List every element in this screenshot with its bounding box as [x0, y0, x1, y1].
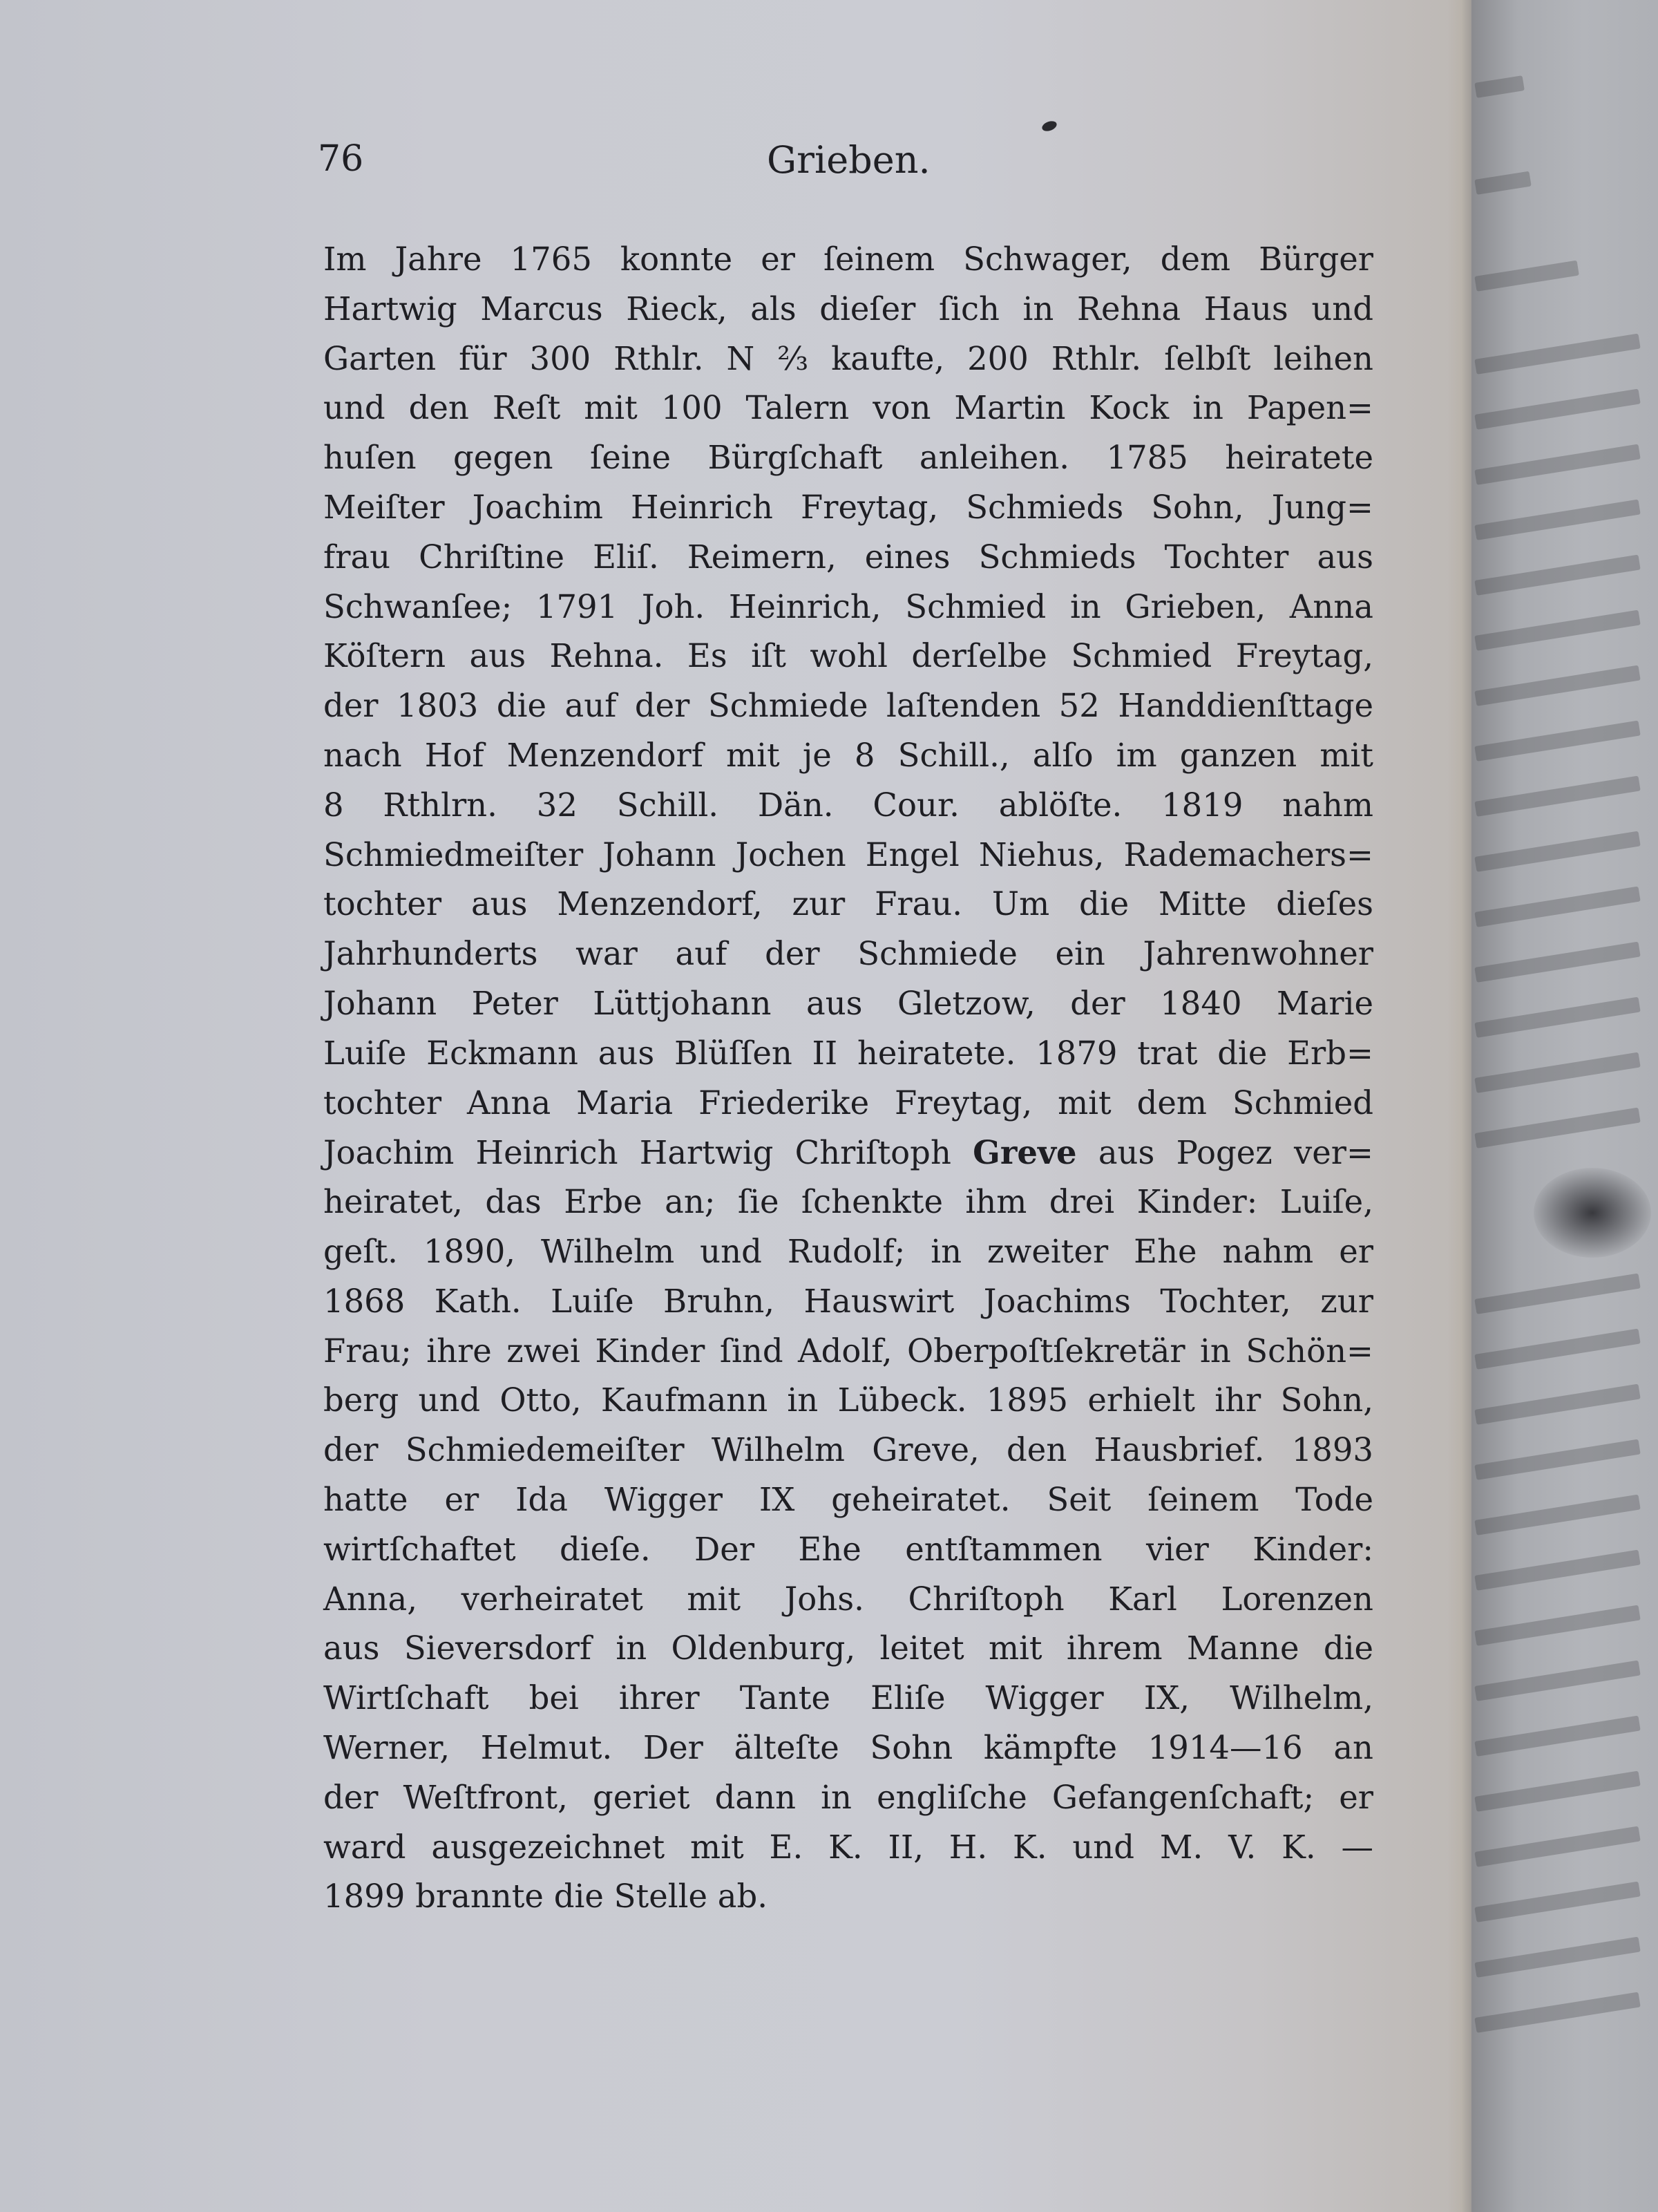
adjacent-text-ghost	[1474, 261, 1579, 292]
adjacent-text-ghost	[1474, 389, 1640, 430]
text-line: Garten für 300 Rthlr. N ⅔ kaufte, 200 Rthlr. ſelbſt leihen	[323, 339, 1373, 377]
text-line: Werner, Helmut. Der älteſte Sohn kämpfte 1914—16 an	[323, 1728, 1373, 1766]
adjacent-text-ghost	[1474, 334, 1640, 375]
emphasized-name: Greve	[973, 1133, 1077, 1172]
text-line: wirtſchaftet dieſe. Der Ehe entſtammen vier Kinder:	[323, 1530, 1373, 1568]
adjacent-text-ghost	[1474, 665, 1640, 706]
body-paragraph	[323, 235, 1373, 1922]
text-line: tochter Anna Maria Friederike Freytag, mit dem Schmied	[323, 1084, 1373, 1122]
text-line: Meiſter Joachim Heinrich Freytag, Schmieds Sohn, Jung=	[323, 488, 1373, 526]
adjacent-text-ghost	[1474, 1384, 1640, 1425]
text-line: Schmiedmeiſter Johann Jochen Engel Niehus, Rademachers=	[323, 835, 1373, 873]
text-line: der Weſtfront, geriet dann in engliſche Gefangenſchaft; er	[323, 1778, 1373, 1816]
adjacent-text-ghost	[1474, 721, 1640, 762]
adjacent-text-ghost	[1474, 1329, 1640, 1370]
adjacent-text-ghost	[1474, 1937, 1640, 1978]
text-line-segment: aus Pogez ver=	[1098, 1134, 1373, 1172]
adjacent-text-ghost	[1474, 887, 1640, 927]
adjacent-text-ghost	[1474, 997, 1640, 1038]
text-line: der Schmiedemeiſter Wilhelm Greve, den Hausbrief. 1893	[323, 1431, 1373, 1469]
adjacent-text-ghost	[1474, 1550, 1640, 1591]
adjacent-text-ghost	[1474, 1052, 1640, 1093]
adjacent-text-ghost	[1474, 1716, 1640, 1757]
adjacent-text-ghost	[1474, 75, 1525, 98]
text-line-segment: Joachim Heinrich Hartwig Chriſtoph	[323, 1134, 951, 1172]
text-line-greve	[323, 1128, 1373, 1178]
adjacent-text-ghost	[1474, 610, 1640, 651]
text-line: und den Reſt mit 100 Talern von Martin Kock in Papen=	[323, 389, 1373, 427]
text-line: Luiſe Eckmann aus Blüſſen II heiratete. 1879 trat die Erb=	[323, 1034, 1373, 1072]
adjacent-text-ghost	[1474, 1495, 1640, 1535]
running-title: Grieben.	[767, 138, 931, 182]
adjacent-text-ghost	[1474, 1882, 1640, 1922]
text-line: Anna, verheiratet mit Johs. Chriſtoph Karl Lorenzen	[323, 1580, 1373, 1618]
text-line: berg und Otto, Kaufmann in Lübeck. 1895 erhielt ihr Sohn,	[323, 1381, 1373, 1419]
adjacent-page-edge	[1471, 0, 1658, 2212]
text-line: huſen gegen ſeine Bürgſchaft anleihen. 1785 heiratete	[323, 439, 1373, 477]
adjacent-text-ghost	[1474, 1826, 1640, 1867]
adjacent-text-ghost	[1474, 171, 1531, 195]
text-line: Frau; ihre zwei Kinder ſind Adolf, Oberpoſtſekretär in Schön=	[323, 1332, 1373, 1370]
text-line: geſt. 1890, Wilhelm und Rudolf; in zweiter Ehe nahm er	[323, 1232, 1373, 1270]
text-line: Wirtſchaft bei ihrer Tante Eliſe Wigger IX, Wilhelm,	[323, 1679, 1373, 1717]
text-line: Schwanſee; 1791 Joh. Heinrich, Schmied in Grieben, Anna	[323, 587, 1373, 625]
text-line: der 1803 die auf der Schmiede laſtenden 52 Handdienſttage	[323, 687, 1373, 725]
text-line: ward ausgezeichnet mit E. K. II, H. K. und M. V. K. —	[323, 1828, 1373, 1866]
adjacent-text-ghost	[1474, 942, 1640, 983]
adjacent-text-ghost	[1474, 1274, 1640, 1314]
text-line: tochter aus Menzendorf, zur Frau. Um die Mitte dieſes	[323, 885, 1373, 923]
text-line: nach Hof Menzendorf mit je 8 Schill., alſo im ganzen mit	[323, 736, 1373, 774]
page-header	[318, 138, 1368, 187]
text-line: Jahrhunderts war auf der Schmiede ein Jahrenwohner	[323, 935, 1373, 973]
page-number: 76	[318, 138, 364, 180]
text-line: heiratet, das Erbe an; ſie ſchenkte ihm drei Kinder: Luiſe,	[323, 1183, 1373, 1221]
adjacent-text-ghost	[1474, 831, 1640, 872]
adjacent-text-ghost	[1474, 1661, 1640, 1701]
adjacent-text-ghost	[1474, 555, 1640, 596]
text-line: Köſtern aus Rehna. Es iſt wohl derſelbe Schmied Freytag,	[323, 637, 1373, 675]
adjacent-text-ghost	[1474, 1605, 1640, 1646]
text-line: frau Chriſtine Eliſ. Reimern, eines Schmieds Tochter aus	[323, 538, 1373, 576]
adjacent-text-ghost	[1474, 500, 1640, 540]
text-line: aus Sieversdorf in Oldenburg, leitet mit ihrem Manne die	[323, 1629, 1373, 1667]
text-line: Im Jahre 1765 konnte er ſeinem Schwager, dem Bürger	[323, 240, 1373, 278]
text-line: Hartwig Marcus Rieck, als dieſer ſich in Rehna Haus und	[323, 290, 1373, 328]
text-line: Johann Peter Lüttjohann aus Gletzow, der 1840 Marie	[323, 984, 1373, 1022]
text-line: hatte er Ida Wigger IX geheiratet. Seit ſeinem Tode	[323, 1480, 1373, 1518]
adjacent-text-ghost	[1474, 1108, 1640, 1148]
adjacent-text-ghost	[1474, 1771, 1640, 1812]
text-line: 8 Rthlrn. 32 Schill. Dän. Cour. ablöſte. 1819 nahm	[323, 786, 1373, 824]
adjacent-text-ghost	[1474, 444, 1640, 485]
adjacent-text-ghost	[1474, 776, 1640, 817]
text-line: 1899 brannte die Stelle ab.	[323, 1878, 768, 1916]
ink-smudge	[1534, 1168, 1651, 1258]
adjacent-text-ghost	[1474, 1992, 1640, 2033]
text-line: 1868 Kath. Luiſe Bruhn, Hauswirt Joachims Tochter, zur	[323, 1282, 1373, 1320]
adjacent-text-ghost	[1474, 1439, 1640, 1480]
